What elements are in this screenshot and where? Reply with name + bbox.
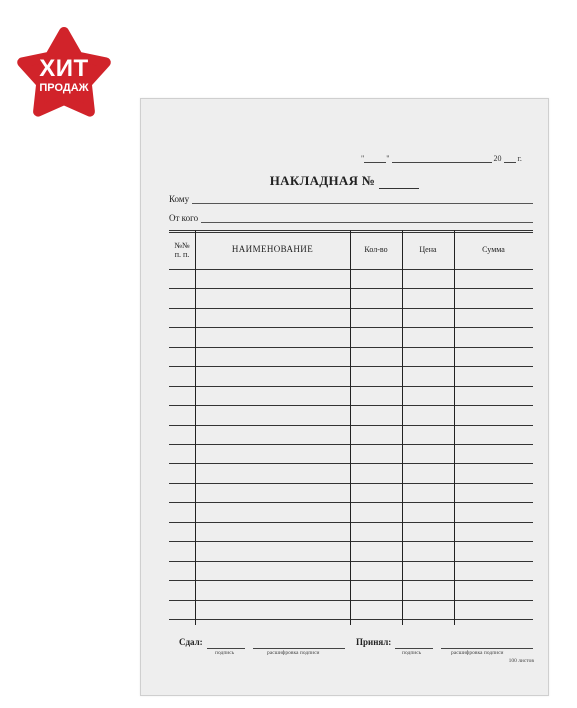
received-label: Принял: [356, 637, 392, 647]
col-header-number: №№ п. п. [174, 240, 190, 259]
date-quote-close: " [386, 154, 390, 163]
table-row-rule [169, 502, 533, 503]
from-label: От кого [169, 213, 199, 223]
handed-label: Сдал: [179, 637, 203, 647]
table-row-rule [169, 600, 533, 601]
column-divider [195, 230, 196, 625]
column-divider [350, 230, 351, 625]
table-row-rule [169, 483, 533, 484]
received-signature-caption: подпись [402, 650, 422, 656]
table-row-rule [169, 308, 533, 309]
table-row-rule [169, 580, 533, 581]
day-blank [364, 154, 386, 163]
badge-title: ХИТ [39, 55, 89, 82]
table-row-rule [169, 347, 533, 348]
handed-decode-line [253, 648, 345, 649]
received-decode-line [441, 648, 533, 649]
year-prefix: 20 [493, 154, 502, 163]
table-row-rule [169, 463, 533, 464]
invoice-form-sheet [140, 98, 549, 696]
date-quote-open: " [361, 154, 365, 163]
handed-decode-caption: расшифровка подписи [267, 650, 320, 656]
table-row-rule [169, 425, 533, 426]
handed-signature-line [207, 648, 245, 649]
table-row-rule [169, 288, 533, 289]
col-header-name: НАИМЕНОВАНИЕ [231, 244, 314, 254]
received-decode-caption: расшифровка подписи [451, 650, 504, 656]
sheets-count-note: 100 листов [508, 658, 534, 664]
col-header-quantity: Кол-во [364, 245, 388, 254]
table-row-rule [169, 386, 533, 387]
year-blank [504, 154, 516, 163]
from-field [169, 213, 533, 223]
col-header-sum: Сумма [482, 245, 505, 254]
received-signature-line [395, 648, 433, 649]
handed-signature-caption: подпись [215, 650, 235, 656]
table-row-rule [169, 444, 533, 445]
document-title-text: НАКЛАДНАЯ № [269, 173, 376, 188]
goods-table [169, 230, 533, 625]
to-line [192, 195, 533, 204]
document-title [141, 173, 548, 189]
badge-subtitle: ПРОДАЖ [39, 82, 89, 94]
header-bottom-rule [169, 269, 533, 270]
to-label: Кому [169, 194, 190, 204]
table-row-rule [169, 327, 533, 328]
table-row-rule [169, 405, 533, 406]
column-divider [454, 230, 455, 625]
table-row-rule [169, 366, 533, 367]
column-divider [402, 230, 403, 625]
table-row-rule [169, 522, 533, 523]
table-top-rule-double [169, 232, 533, 233]
hit-sales-badge [12, 22, 116, 122]
document-number-blank [379, 177, 419, 189]
month-blank [392, 154, 492, 163]
table-row-rule [169, 619, 533, 620]
from-line [201, 214, 533, 223]
to-field [169, 194, 533, 204]
date-line [361, 154, 522, 163]
table-row-rule [169, 541, 533, 542]
table-row-rule [169, 561, 533, 562]
year-suffix: г. [517, 154, 522, 163]
col-header-price: Цена [419, 245, 437, 254]
